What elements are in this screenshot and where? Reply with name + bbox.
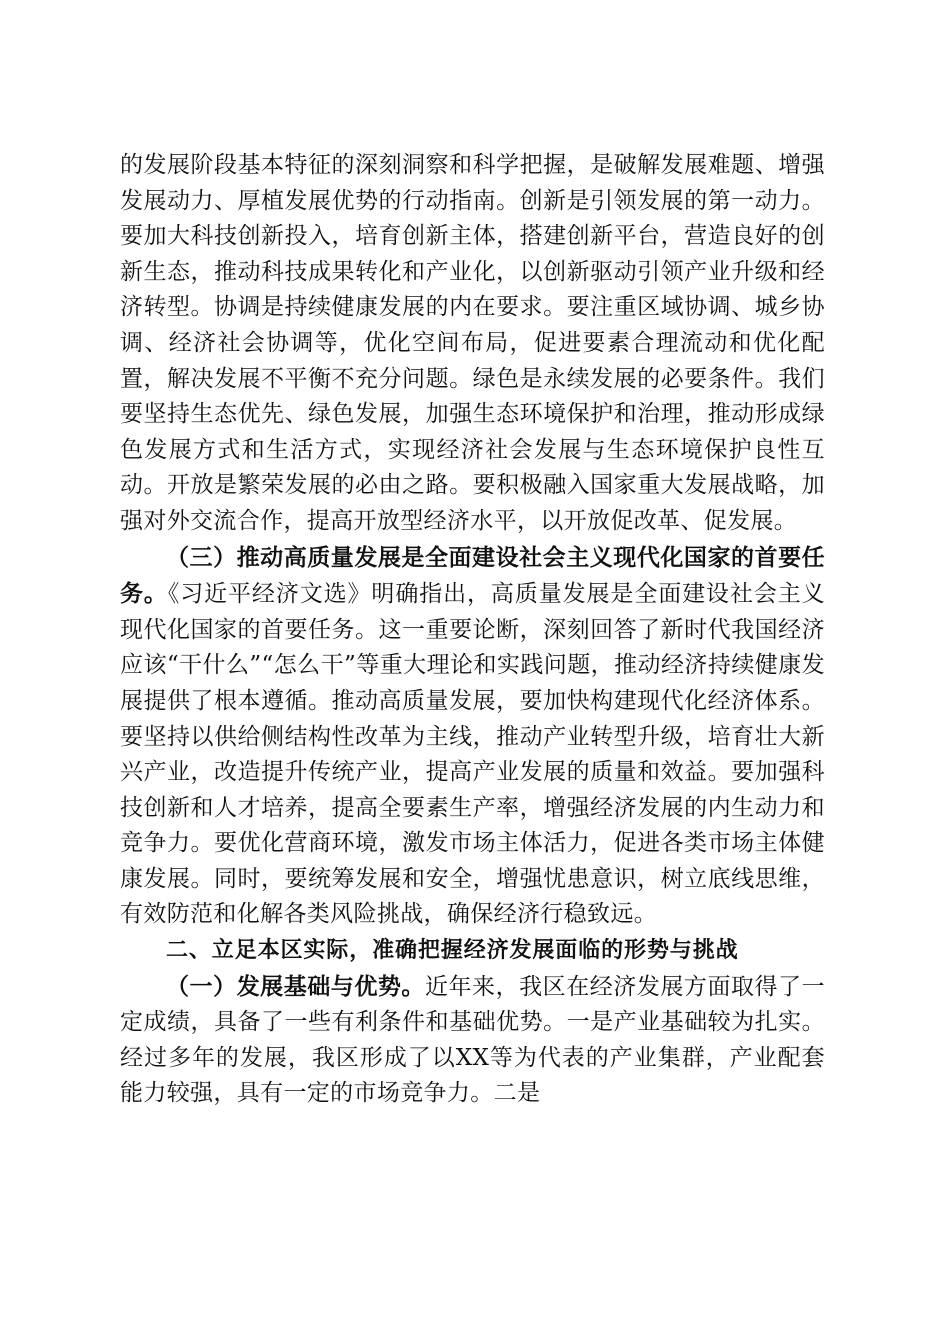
paragraph-body-section-one: 近年来，我区在经济发展方面取得了一定成绩，具备了一些有利条件和基础优势。一是产业基础较为扎实。经过多年的发展，我区形成了以XX等为代表的产业集群，产业配套能力较强，具有一定的市场竞争力。二是 (120, 973, 825, 1107)
paragraph-lead-section-three: （三）推动高质量发展是全面建设社会主义现代化国家的首要任务。 (120, 543, 825, 608)
paragraph-development-principles: 的发展阶段基本特征的深刻洞察和科学把握，是破解发展难题、增强发展动力、厚植发展优势的行动指南。创新是引领发展的第一动力。要加大科技创新投入，培育创新主体，搭建创新平台，营造良好的创新生态，推动科技成果转化和产业化，以创新驱动引领产业升级和经济转型。协调是持续健康发展的内在要求。要注重区域协调、城乡协调、经济社会协调等，优化空间布局，促进要素合理流动和优化配置，解决发展不平衡不充分问题。绿色是永续发展的必要条件。我们要坚持生态优先、绿色发展，加强生态环境保护和治理，推动形成绿色发展方式和生活方式，实现经济社会发展与生态环境保护良性互动。开放是繁荣发展的必由之路。要积极融入国家重大发展战略，加强对外交流合作，提高开放型经济水平，以开放促改革、促发展。 (120, 152, 825, 534)
document-body (120, 148, 825, 1112)
paragraph-high-quality-development (120, 540, 825, 934)
paragraph-lead-section-one: （一）发展基础与优势。 (166, 972, 425, 1000)
paragraph-development-foundation (120, 969, 825, 1112)
paragraph-body-section-three: 《习近平经济文选》明确指出，高质量发展是全面建设社会主义现代化国家的首要任务。这一重要论断，深刻回答了新时代我国经济应该“干什么”“怎么干”等重大理论和实践问题，推动经济持续健康发展提供了根本遵循。推动高质量发展，要加快构建现代化经济体系。要坚持以供给侧结构性改革为主线，推动产业转型升级，培育壮大新兴产业，改造提升传统产业，提高产业发展的质量和效益。要加强科技创新和人才培养，提高全要素生产率，增强经济发展的内生动力和竞争力。要优化营商环境，激发市场主体活力，促进各类市场主体健康发展。同时，要统筹发展和安全，增强忧患意识，树立底线思维，有效防范和化解各类风险挑战，确保经济行稳致远。 (120, 581, 825, 928)
section-heading-two: 二、立足本区实际，准确把握经济发展面临的形势与挑战 (166, 938, 739, 964)
